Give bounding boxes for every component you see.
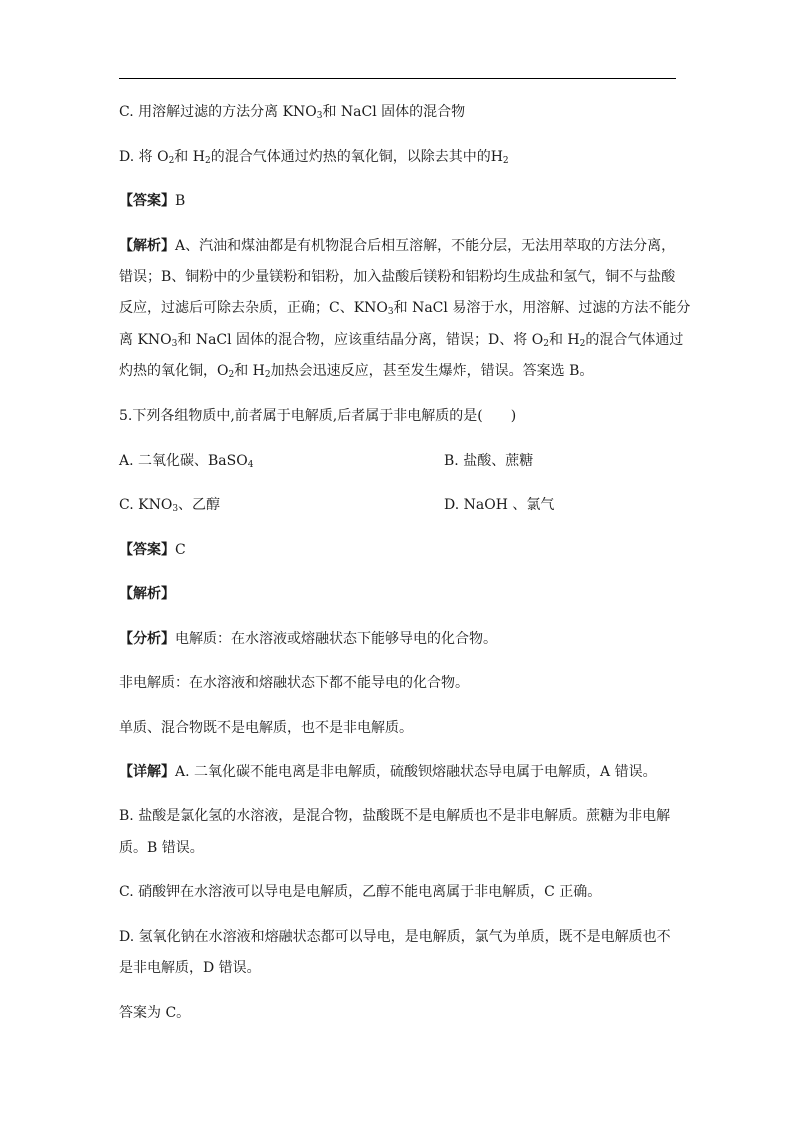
q5-stem: 5.下列各组物质中,前者属于电解质,后者属于非电解质的是( ) [119,408,517,424]
q4-analysis-line-1: 【解析】A、汽油和煤油都是有机物混合后相互溶解，不能分层，无法用萃取的方法分离， [119,238,676,254]
q5-analysis-tag: 【解析】 [119,586,175,602]
q5-elements: 单质、混合物既不是电解质，也不是非电解质。 [119,720,413,736]
q5-detail-a: 【详解】A. 二氧化碳不能电离是非电解质，硫酸钡熔融状态导电属于电解质，A 错误。 [119,764,657,780]
q4-analysis-line-4: 离 $KNO_3$和 NaCl 固体的混合物，应该重结晶分离，错误；D、将 $O_2$和 $H_2$的混合气体通过 [119,332,684,349]
q5-detail-d-line-1: D. 氢氧化钠在水溶液和熔融状态都可以导电，是电解质，氯气为单质，既不是电解质也不 [119,929,671,945]
q5-fenxi: 【分析】电解质：在水溶液或熔融状态下能够导电的化合物。 [119,631,497,647]
q5-option-d: D. NaOH 、氯气 [444,497,555,513]
q5-option-a: A. 二氧化碳、BaSO$_4$ [119,453,254,470]
q4-option-d: D. 将 $O_2$和 $H_2$的混合气体通过灼热的氧化铜，以除去其中的$H_2$ [119,149,509,166]
q4-option-c: C. 用溶解过滤的方法分离 $KNO_3$和 NaCl 固体的混合物 [119,104,466,121]
q5-answer: 【答案】C [119,542,186,558]
q5-option-c: C. $KNO_3$、乙醇 [119,497,221,514]
q5-final-answer: 答案为 C。 [119,1005,191,1021]
q4-analysis-line-3: 反应，过滤后可除去杂质，正确；C、$KNO_3$和 NaCl 易溶于水，用溶解、过滤的方法不能分 [119,300,691,317]
q5-nonelectrolyte: 非电解质：在水溶液和熔融状态下都不能导电的化合物。 [119,675,469,691]
q5-option-b: B. 盐酸、蔗糖 [444,453,534,469]
header-rule [119,78,676,79]
q5-detail-d-line-2: 是非电解质，D 错误。 [119,960,261,976]
q4-answer: 【答案】B [119,193,186,209]
q4-analysis-line-5: 灼热的氧化铜，$O_2$和 $H_2$加热会迅速反应，甚至发生爆炸，错误。答案选 B。 [119,363,594,380]
q5-detail-b-line-2: 质。B 错误。 [119,840,204,856]
q5-detail-b-line-1: B. 盐酸是氯化氢的水溶液，是混合物，盐酸既不是电解质也不是非电解质。蔗糖为非电解 [119,808,671,824]
q4-analysis-line-2: 错误；B、铜粉中的少量镁粉和铝粉，加入盐酸后镁粉和铝粉均生成盐和氢气，铜不与盐酸 [119,269,676,285]
q5-detail-c: C. 硝酸钾在水溶液可以导电是电解质，乙醇不能电离属于非电解质，C 正确。 [119,884,602,900]
